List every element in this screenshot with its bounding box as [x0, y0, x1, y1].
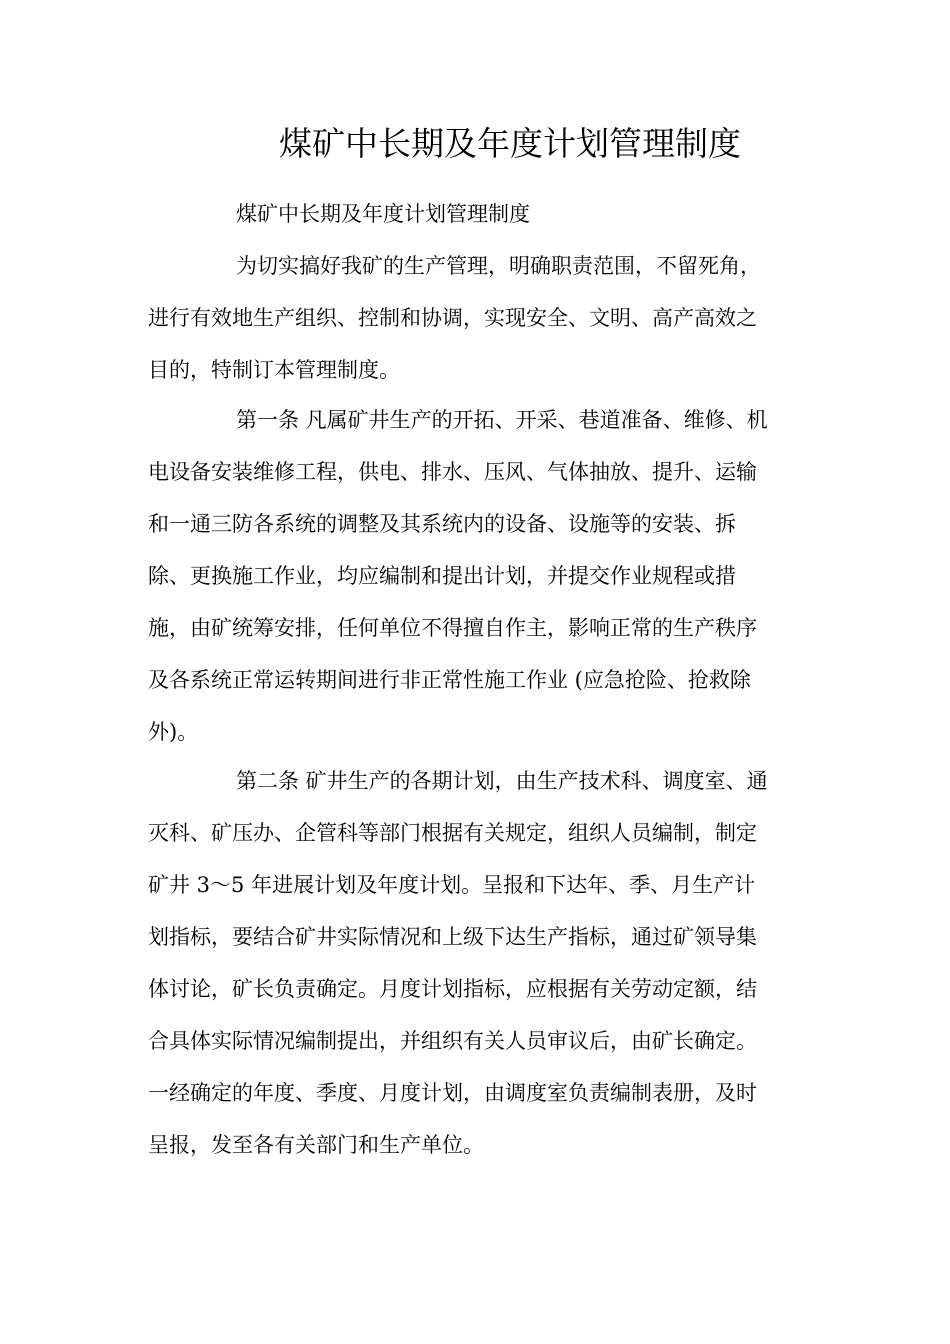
paragraph-line: 体讨论，矿长负责确定。月度计划指标，应根据有关劳动定额，结	[148, 977, 757, 1001]
paragraph-line: 呈报，发至各有关部门和生产单位。	[148, 1133, 484, 1157]
paragraph-line: 一经确定的年度、季度、月度计划，由调度室负责编制表册，及时	[148, 1081, 757, 1105]
paragraph-line: 施，由矿统筹安排，任何单位不得擅自作主，影响正常的生产秩序	[148, 616, 757, 640]
paragraph-line: 划指标，要结合矿井实际情况和上级下达生产指标，通过矿领导集	[148, 925, 757, 949]
paragraph-line: 第二条 矿井生产的各期计划，由生产技术科、调度室、通	[236, 769, 768, 793]
paragraph-article-1	[148, 394, 808, 758]
paragraph-line: 电设备安装维修工程，供电、排水、压风、气体抽放、提升、运输	[148, 460, 757, 484]
paragraph-line: 及各系统正常运转期间进行非正常性施工作业 (应急抢险、抢救除	[148, 668, 751, 692]
paragraph-intro	[148, 240, 808, 396]
document-subtitle: 煤矿中长期及年度计划管理制度	[236, 202, 530, 226]
paragraph-line: 为切实搞好我矿的生产管理，明确职责范围，不留死角，	[236, 254, 761, 278]
paragraph-line: 目的，特制订本管理制度。	[148, 358, 400, 382]
paragraph-line: 合具体实际情况编制提出，并组织有关人员审议后，由矿长确定。	[148, 1029, 757, 1053]
paragraph-line: 矿井 3～5 年进展计划及年度计划。呈报和下达年、季、月生产计	[148, 873, 756, 897]
paragraph-line: 和一通三防各系统的调整及其系统内的设备、设施等的安装、拆	[148, 512, 736, 536]
paragraph-line: 灭科、矿压办、企管科等部门根据有关规定，组织人员编制，制定	[148, 821, 757, 845]
paragraph-line: 除、更换施工作业，均应编制和提出计划，并提交作业规程或措	[148, 564, 736, 588]
document-title: 煤矿中长期及年度计划管理制度	[279, 124, 741, 163]
paragraph-line: 进行有效地生产组织、控制和协调，实现安全、文明、高产高效之	[148, 306, 757, 330]
paragraph-article-2	[148, 755, 808, 1171]
paragraph-line: 第一条 凡属矿井生产的开拓、开采、巷道准备、维修、机	[236, 408, 768, 432]
paragraph-line: 外)。	[148, 720, 199, 744]
